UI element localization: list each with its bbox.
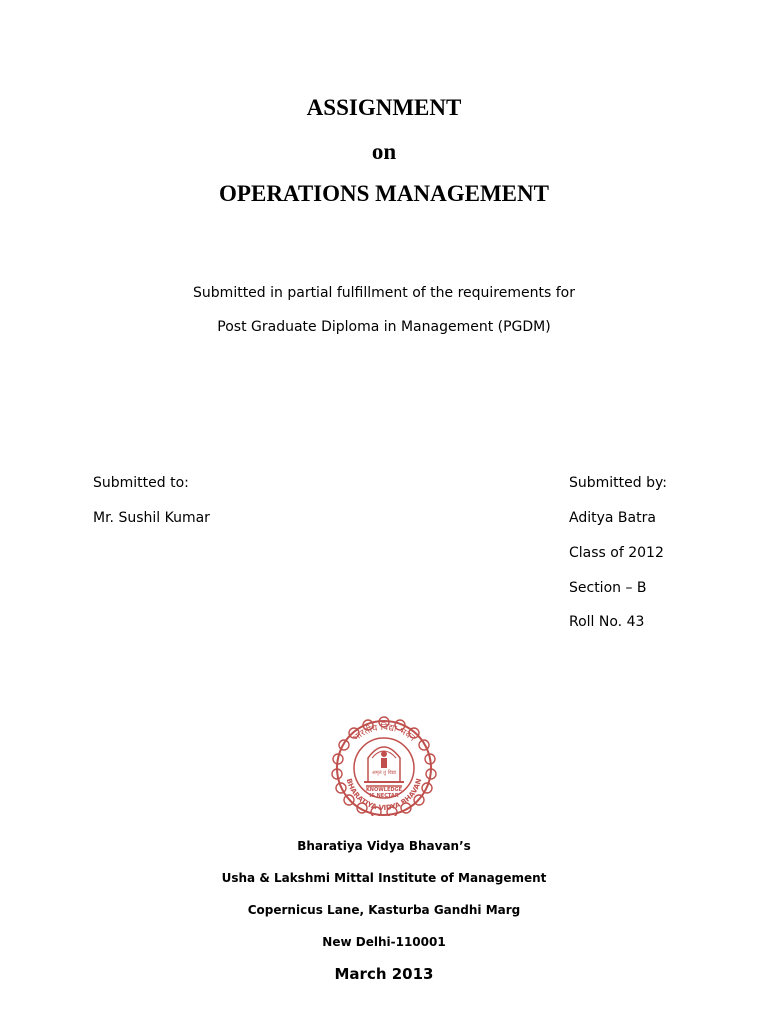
subtitle-line-2: Post Graduate Diploma in Management (PGDM) [217,319,551,335]
title-subject: OPERATIONS MANAGEMENT [219,181,549,206]
submitted-to-name: Mr. Sushil Kumar [93,510,210,526]
institute-address: Copernicus Lane, Kasturba Gandhi Marg [247,903,521,917]
submitted-by-class: Class of 2012 [569,545,664,561]
submitted-by-name: Aditya Batra [569,510,656,526]
emblem-upper-text: भारतीय विद्या भवन [351,722,417,744]
submitted-by-roll: Roll No. 43 [569,614,645,630]
subtitle-line-1: Submitted in partial fulfillment of the requirements for [193,285,575,301]
institute-line-2: Usha & Lakshmi Mittal Institute of Management [221,871,547,885]
institute-city: New Delhi-110001 [322,935,446,949]
submitted-by-section: Section – B [569,580,647,596]
institute-emblem [320,708,448,816]
title-on: on [371,139,397,164]
emblem-lower-text: BHARATIYA VIDYA BHAVAN [344,777,424,813]
institute-line-1: Bharatiya Vidya Bhavan’s [297,839,471,853]
emblem-motto-sanskrit: अमृतं तु विद्या [371,770,397,776]
emblem-motto-line-1: KNOWLEDGE [365,787,403,793]
submitted-to-label: Submitted to: [93,475,189,491]
title-assignment: ASSIGNMENT [306,95,462,120]
submission-date: March 2013 [334,965,434,983]
emblem-motto-line-2: IS NECTAR [369,793,399,799]
submitted-by-label: Submitted by: [569,475,667,491]
